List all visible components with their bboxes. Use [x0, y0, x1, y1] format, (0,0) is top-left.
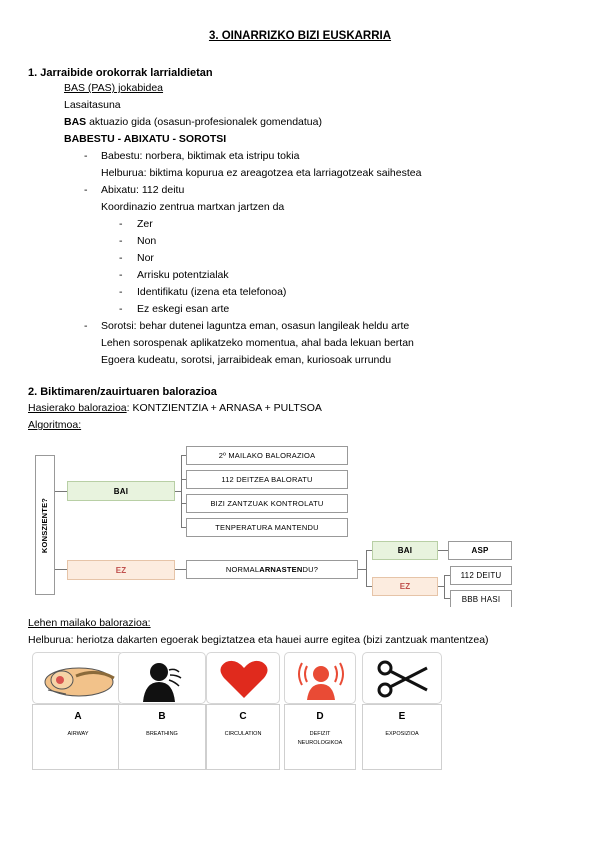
bai-box: BAI: [67, 481, 175, 501]
breathing-icon: [123, 656, 203, 702]
abcde-sub: DEFIZIT NEUROLOGIKOA: [297, 731, 343, 746]
bullet-dash: -: [84, 320, 88, 332]
label-c: [206, 704, 280, 770]
bai2-box: BAI: [372, 541, 438, 560]
bai-item-box: 112 DEITZEA BALORATU: [186, 470, 348, 489]
abcde-letter: C: [239, 711, 247, 722]
sorotsi-line-3: Egoera kudeatu, sorotsi, jarraibideak eman, kuriosoak urrundu: [101, 354, 392, 366]
bullet-dash: -: [119, 303, 123, 315]
label-d: [284, 704, 356, 770]
bullet-dash: -: [84, 184, 88, 196]
abcde-sub: CIRCULATION: [224, 731, 262, 737]
bbb-box: BBB HASI: [450, 590, 512, 607]
connector: [55, 569, 67, 570]
bullet-dash: -: [119, 235, 123, 247]
bai-item-box: TENPERATURA MANTENDU: [186, 518, 348, 537]
label-a: [32, 704, 124, 770]
helburua-line: Helburua: heriotza dakarten egoerak begiztatzea eta hauei aurre egitea (bizi zantzuak mantentzea): [28, 634, 489, 646]
abcde-sub: BREATHING: [146, 731, 178, 737]
bas-pas-line: BAS (PAS) jokabidea: [64, 82, 164, 94]
airway-icon: [36, 656, 122, 702]
normal-arnasten-box: [186, 560, 358, 579]
abixatu-line: Abixatu: 112 deitu: [101, 184, 185, 196]
algoritmoa-label: Algoritmoa:: [28, 419, 82, 431]
asp-box: ASP: [448, 541, 512, 560]
deitu-box: 112 DEITU: [450, 566, 512, 585]
card-e: [362, 652, 442, 704]
sublist-item: Non: [137, 235, 157, 247]
sublist-item: Nor: [137, 252, 154, 264]
lasaitasuna-line: Lasaitasuna: [64, 99, 121, 111]
connector: [181, 455, 182, 527]
abcde-letter: E: [398, 711, 406, 722]
bullet-dash: -: [119, 252, 123, 264]
babestu-helburua-line: Helburua: biktima kopurua ez areagotzea eta larriagotzeak saihestea: [101, 167, 422, 179]
page-title: 3. OINARRIZKO BIZI EUSKARRIA: [208, 30, 392, 42]
koordinazio-line: Koordinazio zentrua martxan jartzen da: [101, 201, 285, 213]
card-b: [118, 652, 206, 704]
bas-rest: aktuazio gida (osasun-profesionalek gomendatua): [86, 116, 322, 128]
label-e: [362, 704, 442, 770]
section2-heading: 2. Biktimaren/zauirtuaren balorazioa: [28, 386, 217, 398]
scissors-icon: [371, 656, 435, 702]
bas-bold: BAS: [64, 116, 87, 128]
sublist-item: Ez eskegi esan arte: [137, 303, 230, 315]
hasierako-rest: : KONTZIENTZIA + ARNASA + PULTSOA: [126, 402, 322, 414]
normal-pre: NORMAL: [225, 565, 260, 574]
card-c: [206, 652, 280, 704]
abcde-sub: AIRWAY: [67, 731, 89, 737]
label-b: [118, 704, 206, 770]
ez2-box: EZ: [372, 577, 438, 596]
babestu-heading: BABESTU - ABIXATU - SOROTSI: [64, 133, 227, 145]
konsziente-box: [35, 455, 55, 595]
connector: [438, 550, 448, 551]
abcde-sub: EXPOSIZIOA: [385, 731, 419, 737]
normal-bold: ARNASTEN: [259, 565, 303, 574]
connector: [55, 491, 67, 492]
sublist-item: Identifikatu (izena eta telefonoa): [137, 286, 287, 298]
connector: [444, 575, 445, 599]
card-a: [32, 652, 124, 704]
ez-box: EZ: [67, 560, 175, 580]
bullet-dash: -: [119, 286, 123, 298]
neuro-icon: [291, 656, 351, 702]
bullet-dash: -: [84, 150, 88, 162]
sorotsi-line: Sorotsi: behar dutenei laguntza eman, osasun langileak heldu arte: [101, 320, 410, 332]
bas-line: [64, 114, 322, 131]
sorotsi-line-2: Lehen sorospenak aplikatzeko momentua, ahal bada lekuan bertan: [101, 337, 414, 349]
abcde-letter: D: [316, 711, 324, 722]
heart-icon: [214, 656, 274, 702]
section1-heading: 1. Jarraibide orokorrak larrialdietan: [28, 67, 213, 79]
abcde-letter: A: [74, 711, 82, 722]
babestu-line: Babestu: norbera, biktimak eta istripu tokia: [101, 150, 300, 162]
card-d: [284, 652, 356, 704]
bullet-dash: -: [119, 218, 123, 230]
connector: [358, 569, 366, 570]
abcde-letter: B: [158, 711, 166, 722]
bullet-dash: -: [119, 269, 123, 281]
konsziente-label: KONSZIENTE?: [40, 497, 50, 553]
connector: [366, 550, 367, 586]
bai-item-box: 2º MAILAKO BALORAZIOA: [186, 446, 348, 465]
normal-post: DU?: [302, 565, 319, 574]
hasierako-line: [28, 400, 322, 417]
connector: [175, 569, 186, 570]
sublist-item: Arrisku potentzialak: [137, 269, 229, 281]
hasierako-label: Hasierako balorazioa: [28, 402, 127, 414]
bai-item-box: BIZI ZANTZUAK KONTROLATU: [186, 494, 348, 513]
sublist-item: Zer: [137, 218, 153, 230]
lehen-label: Lehen mailako balorazioa:: [28, 617, 151, 629]
